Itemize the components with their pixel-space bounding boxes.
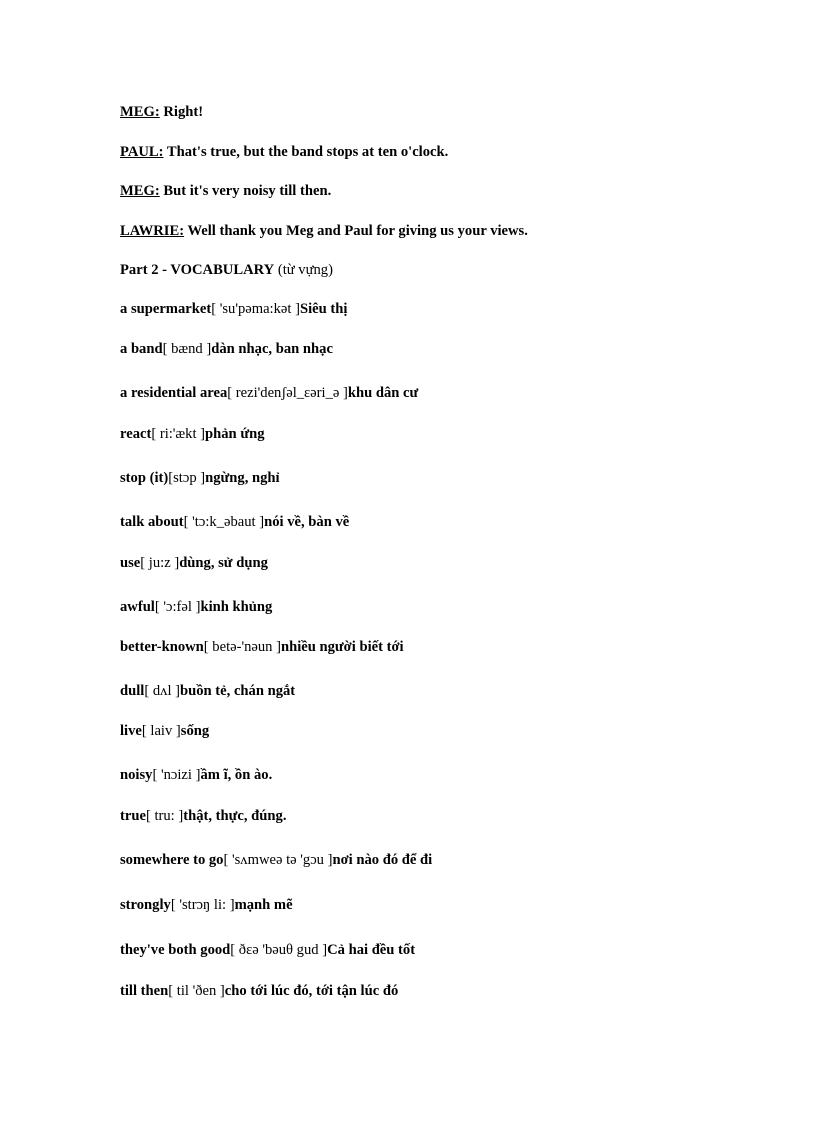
vocab-ipa: [ ri:'ækt ] [151,426,206,442]
vocab-word: react [120,426,152,442]
vocab-meaning: thật, thực, đúng. [183,808,287,824]
vocab-word: they've both good [120,942,231,958]
vocab-meaning: Siêu thị [299,301,348,317]
vocab-ipa: [ 'sʌmweə tə 'gɔu ] [223,852,333,868]
vocab-meaning: phản ứng [205,426,265,442]
vocab-meaning: khu dân cư [347,385,419,401]
vocab-meaning: cho tới lúc đó, tới tận lúc đó [224,983,399,999]
vocab-word: dull [120,683,145,699]
section-subtitle: (từ vựng) [274,262,333,278]
dialogue-line [120,143,448,161]
vocab-item [120,682,295,700]
vocab-item [120,766,272,784]
vocab-word: awful [120,599,155,615]
vocab-ipa: [ 'nɔizi ] [152,767,201,783]
speaker-name: MEG: [120,104,160,120]
vocab-word: a supermarket [120,301,212,317]
vocab-item [120,638,404,656]
vocab-word: strongly [120,897,171,913]
vocab-meaning: nơi nào đó để đi [332,852,433,868]
vocab-word: somewhere to go [120,852,224,868]
speaker-name: MEG: [120,183,160,199]
vocab-meaning: dùng, sử dụng [179,555,268,571]
speaker-name: LAWRIE: [120,223,185,239]
dialogue-text: That's true, but the band stops at ten o'clock. [163,144,449,160]
vocab-item [120,384,418,402]
dialogue-text: Right! [159,104,204,120]
vocab-item [120,807,286,825]
vocab-item [120,469,280,487]
vocab-item [120,851,432,869]
vocab-meaning: buồn tẻ, chán ngắt [180,683,296,699]
vocab-ipa: [ ðɛə 'bəuθ gud ] [230,942,328,958]
vocab-item [120,425,265,443]
vocab-word: till then [120,983,169,999]
vocab-meaning: kinh khủng [200,599,273,615]
vocab-word: talk about [120,514,184,530]
dialogue-line [120,222,528,240]
vocab-item [120,941,415,959]
vocab-meaning: Cả hai đều tốt [327,942,416,958]
vocab-item [120,598,272,616]
vocab-meaning: nhiều người biết tới [280,639,404,655]
vocab-ipa: [ 'ɔ:fəl ] [154,599,201,615]
vocab-meaning: ầm ĩ, ồn ào. [200,767,273,783]
vocab-meaning: sống [180,723,210,739]
vocab-ipa: [stɔp ] [168,470,206,486]
dialogue-text: Well thank you Meg and Paul for giving us your views. [184,223,528,239]
vocab-word: stop (it) [120,470,169,486]
vocab-word: use [120,555,141,571]
vocab-ipa: [ betə-'nəun ] [203,639,281,655]
vocab-word: noisy [120,767,153,783]
vocab-word: true [120,808,146,824]
vocab-ipa: [ dʌl ] [144,683,181,699]
vocab-item [120,982,398,1000]
vocab-ipa: [ laiv ] [141,723,181,739]
vocab-item [120,554,268,572]
vocab-word: a residential area [120,385,228,401]
vocab-meaning: dàn nhạc, ban nhạc [211,341,333,357]
vocab-ipa: [ tru: ] [145,808,184,824]
vocab-meaning: mạnh mẽ [234,897,293,913]
vocab-item [120,722,209,740]
vocab-item [120,896,293,914]
dialogue-line [120,103,203,121]
vocab-meaning: nói về, bàn về [264,514,350,530]
vocab-ipa: [ til 'ðen ] [168,983,225,999]
section-heading [120,261,333,279]
vocab-word: a band [120,341,163,357]
dialogue-text: But it's very noisy till then. [159,183,332,199]
vocab-ipa: [ ju:z ] [140,555,180,571]
dialogue-line [120,182,331,200]
vocab-item [120,340,333,358]
vocab-ipa: [ 'su'pəma:kət ] [211,301,300,317]
vocab-ipa: [ 'strɔŋ li: ] [170,897,235,913]
vocab-ipa: [ rezi'denʃəl_ɛəri_ə ] [227,385,348,401]
section-title: Part 2 - VOCABULARY [120,262,275,278]
vocab-word: live [120,723,142,739]
vocab-ipa: [ 'tɔ:k_əbaut ] [183,514,265,530]
vocab-word: better-known [120,639,204,655]
vocab-item [120,513,349,531]
vocab-meaning: ngừng, nghỉ [205,470,280,486]
vocab-ipa: [ bænd ] [162,341,212,357]
speaker-name: PAUL: [120,144,164,160]
vocab-item [120,300,347,318]
